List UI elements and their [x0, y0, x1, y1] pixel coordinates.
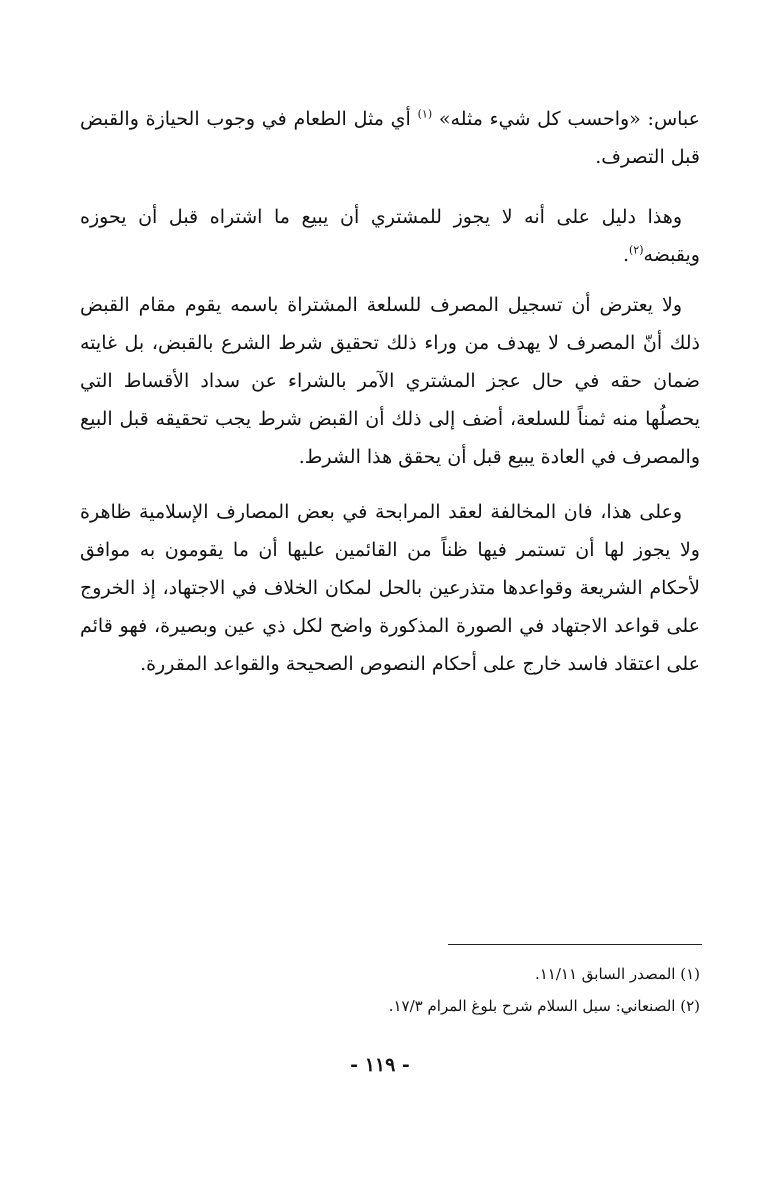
paragraph-4: وعلى هذا، فان المخالفة لعقد المرابحة في بعض المصارف الإسلامية ظاهرة ولا يجوز لها أن تستمر فيها ظناً من القائمين عليها أن ما يقومون به موافق لأحكام الشريعة وقواعدها متذرعين بالحل لمكان الخلاف في الاجتهاد، إذ الخروج على قواعد الاجتهاد في الصورة المذكورة واضح لكل ذي عين وبصيرة، فهو قائم على اعتقاد فاسد خارج على أحكام النصوص الصحيحة والقواعد المقررة.: [80, 501, 700, 675]
paragraph-2-text-b: .: [622, 244, 629, 266]
footnote-1: (١) المصدر السابق ١١/١١.: [534, 965, 700, 983]
footnote-ref-2: (٢): [629, 243, 644, 257]
footnotes: [80, 958, 700, 1022]
paragraph-3: ولا يعترض أن تسجيل المصرف للسلعة المشتراة باسمه يقوم مقام القبض ذلك أنّ المصرف لا يهدف من وراء ذلك تحقيق شرط الشرع بالقبض، بل غايته ضمان حقه في حال عجز المشتري الآمر بالشراء عن سداد الأقساط التي يحصلُها منه ثمناً للسلعة، أضف إلى ذلك أن القبض شرط يجب تحقيقه قبل البيع والمصرف في العادة يبيع قبل أن يحقق هذا الشرط.: [80, 294, 700, 468]
paragraph-1-text-b: أي مثل الطعام في وجوب الحيازة والقبض قبل التصرف.: [80, 108, 700, 168]
paragraph-2: [80, 198, 700, 274]
page-number: - ١١٩ -: [350, 1054, 410, 1076]
footnote-ref-1: (١): [417, 107, 433, 121]
footnote-divider: [448, 944, 702, 945]
footnote-2: (٢) الصنعاني: سبل السلام شرح بلوغ المرام ١٧/٣.: [388, 997, 700, 1015]
paragraph-1: [80, 100, 700, 176]
paragraph-1-text-a: عباس: «واحسب كل شيء مثله»: [438, 108, 701, 130]
paragraph-2-text-a: وهذا دليل على أنه لا يجوز للمشتري أن يبيع ما اشتراه قبل أن يحوزه ويقبضه: [80, 206, 700, 266]
